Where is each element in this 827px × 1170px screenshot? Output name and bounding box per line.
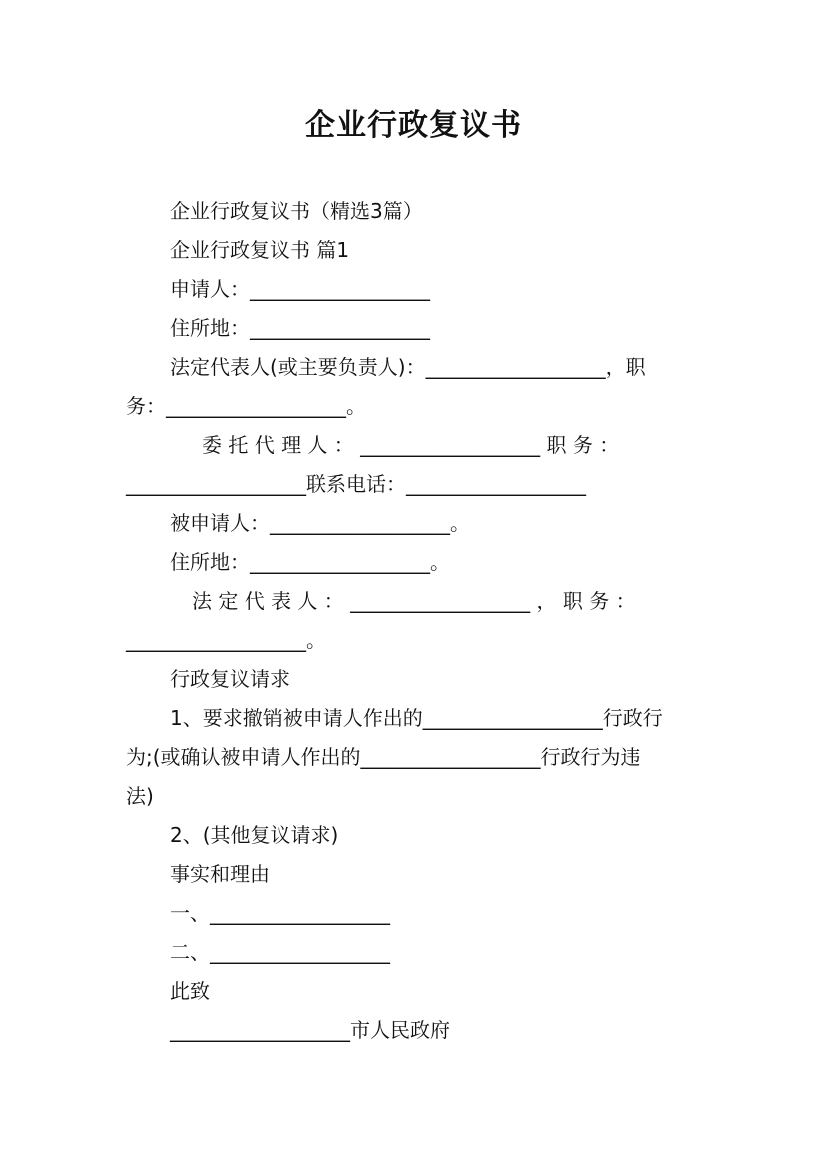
addressee-line: __________________市人民政府 [170, 1018, 450, 1042]
legal-rep-position-line: 务：__________________。 [126, 394, 366, 418]
agent-line: 委 托 代 理 人 ： __________________ 职 务 ： [202, 433, 620, 457]
respondent-position-line: __________________。 [126, 628, 326, 652]
legal-rep-line: 法定代表人(或主要负责人)：__________________，职 [170, 355, 646, 379]
request-item-1a: 1、要求撤销被申请人作出的__________________行政行 [170, 706, 663, 730]
applicant-address-line: 住所地：__________________ [170, 316, 430, 340]
respondent-address-line: 住所地：__________________。 [170, 550, 450, 574]
request-item-1c: 法) [126, 784, 154, 808]
respondent-legal-rep-line: 法 定 代 表 人 ： __________________ ， 职 务 ： [192, 589, 636, 613]
fact-item-1: 一、__________________ [170, 901, 390, 925]
respondent-line: 被申请人：__________________。 [170, 511, 470, 535]
closing-line: 此致 [170, 979, 210, 1003]
request-item-1b: 为;(或确认被申请人作出的__________________行政行为违 [126, 745, 641, 769]
applicant-line: 申请人：__________________ [170, 277, 430, 301]
document-body [126, 192, 703, 1050]
facts-heading: 事实和理由 [170, 862, 270, 886]
request-item-2: 2、(其他复议请求) [170, 823, 339, 847]
fact-item-2: 二、__________________ [170, 940, 390, 964]
request-heading: 行政复议请求 [170, 667, 290, 691]
section-heading: 企业行政复议书 篇1 [170, 238, 350, 262]
agent-phone-line: __________________联系电话：__________________ [126, 472, 586, 496]
subtitle-line: 企业行政复议书（精选3篇） [170, 199, 423, 223]
document-title: 企业行政复议书 [305, 108, 522, 143]
